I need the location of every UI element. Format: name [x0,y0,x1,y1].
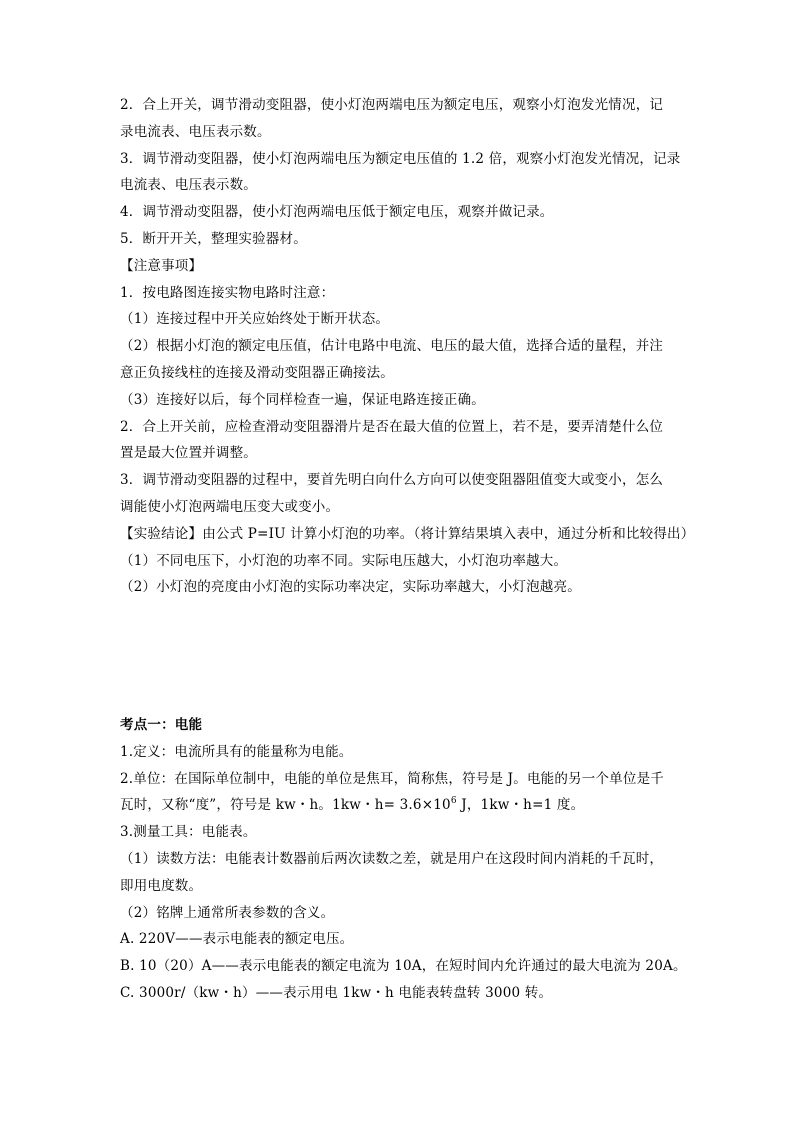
unit-line-formula [120,792,680,819]
text-line: 1．按电路图连接实物电路时注意： [120,284,335,301]
text-line: 意正负接线柱的连接及滑动变阻器正确接法。 [120,364,394,381]
section-heading: 考点一：电能 [120,717,203,733]
unit-formula-rest: J，1kw・h=1 度。 [456,797,585,814]
text-line: （3）连接好以后，每个同样检查一遍，保证电路连接正确。 [120,391,485,408]
text-line: 2．合上开关前，应检查滑动变阻器滑片是否在最大值的位置上，若不是，要弄清楚什么位 [120,418,664,435]
definition-line: 1.定义：电流所具有的能量称为电能。 [120,743,353,760]
text-line: 调能使小灯泡两端电压变大或变小。 [120,498,340,515]
text-line: （1）不同电压下，小灯泡的功率不同。实际电压越大，小灯泡功率越大。 [120,552,568,569]
text-line: （2）根据小灯泡的额定电压值，估计电路中电流、电压的最大值，选择合适的量程，并注 [120,338,664,355]
parameter-c: C. 3000r/（kw・h）——表示用电 1kw・h 电能表转盘转 3000 转。 [120,984,553,1001]
text-line: 录电流表、电压表示数。 [120,123,271,140]
conclusion-heading-line: 【实验结论】由公式 P=IU 计算小灯泡的功率。（将计算结果填入表中，通过分析和比较得出） [120,525,695,542]
experiment-steps-section [120,92,695,601]
text-line: 置是最大位置并调整。 [120,445,257,462]
parameter-b: B. 10（20）A——表示电能表的额定电流为 10A，在短时间内允许通过的最大电流为 20A。 [120,958,687,975]
text-line: 电流表、电压表示数。 [120,177,257,194]
parameters-line: （2）铭牌上通常所表参数的含义。 [120,904,335,921]
reading-method-line: （1）读数方法：电能表计数器前后两次读数之差，就是用户在这段时间内消耗的千瓦时， [120,850,664,867]
text-line: 3．调节滑动变阻器，使小灯泡两端电压为额定电压值的 1.2 倍，观察小灯泡发光情况，记录 [120,150,681,167]
reading-method-line: 即用电度数。 [120,877,203,894]
text-line: 3．调节滑动变阻器的过程中，要首先明白向什么方向可以使变阻器阻值变大或变小，怎么 [120,472,664,489]
text-line: 2．合上开关，调节滑动变阻器，使小灯泡两端电压为额定电压，观察小灯泡发光情况，记 [120,97,664,113]
text-line: （2）小灯泡的亮度由小灯泡的实际功率决定，实际功率越大，小灯泡越亮。 [120,579,581,596]
text-line: 4．调节滑动变阻器，使小灯泡两端电压低于额定电压，观察并做记录。 [120,204,554,221]
exponent: 6 [450,796,457,807]
text-line: 5．断开开关，整理实验器材。 [120,230,307,247]
unit-line: 2.单位：在国际单位制中，电能的单位是焦耳，简称焦，符号是 J。电能的另一个单位是千 [120,770,664,787]
tool-line: 3.测量工具：电能表。 [120,824,257,841]
parameter-a: A. 220V——表示电能表的额定电压。 [120,931,354,948]
unit-formula-text: 瓦时，又称“度”，符号是 kw・h。1kw・h= 3.6×10 [120,797,451,814]
text-line: （1）连接过程中开关应始终处于断开状态。 [120,311,390,328]
notes-heading: 【注意事项】 [120,257,203,274]
electric-energy-section [120,712,687,1007]
